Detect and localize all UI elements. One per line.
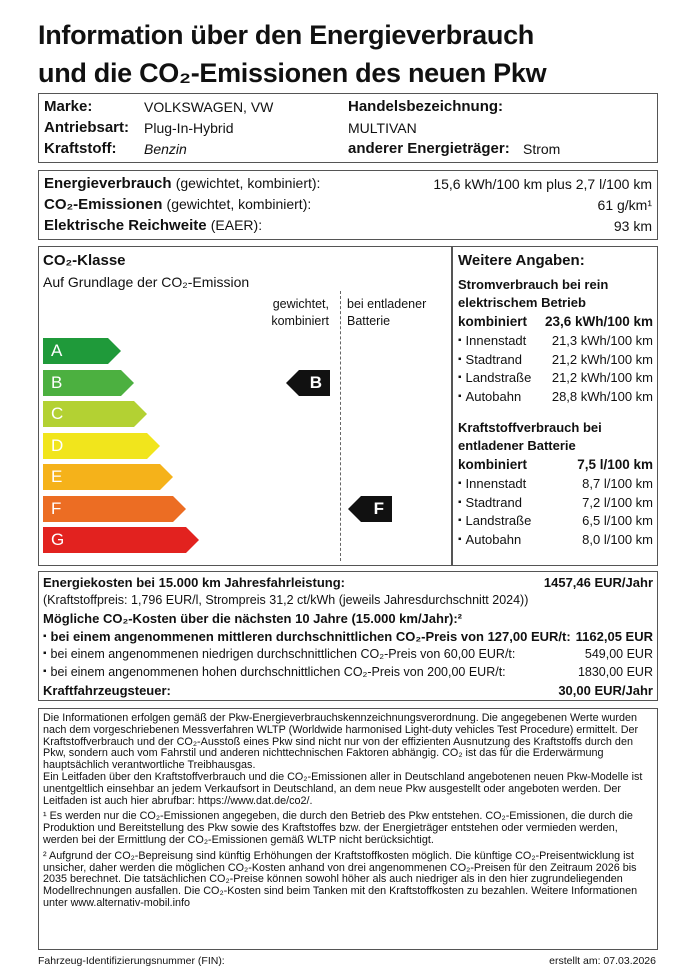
note-p1: Die Informationen erfolgen gemäß der Pkw-Energieverbrauchskennzeichnungsverordnung. Die angegebenen Werte wurden nach dem vorgeschriebenen Messverfahren WLTP (Worldwide harmonised Light-duty vehicles Test Procedure) ermittelt. Der Kraftstoffverbrauch und der CO₂-Ausstoß eines Pkw sind nicht nur von der effizienten Ausnutzung des Kraftstoffs durch den Pkw, sondern auch vom Fahrstil und anderen nichttechnischen Faktoren abhängig. CO₂ ist das für die Erderwärmung hauptsächlich verantwortliche Treibhausgas. [43, 712, 639, 772]
kraft-row-value: 8,7 l/100 km [582, 476, 653, 491]
class-bar-letter: G [51, 530, 65, 549]
marke-value: VOLKSWAGEN, VW [144, 99, 274, 115]
mittel-row [43, 629, 571, 644]
co2-class-box [38, 246, 658, 566]
marke-label: Marke: [44, 98, 93, 115]
mittel-value: 1162,05 EUR [575, 629, 653, 644]
bullet-icon [43, 647, 51, 661]
costs-box [38, 571, 658, 701]
class-bar-g [43, 527, 199, 553]
anderer-label: anderer Energieträger: [348, 140, 510, 157]
kraft-kombiniert-value: 7,5 l/100 km [577, 457, 653, 472]
col-weighted-line2: kombiniert [271, 314, 329, 328]
class-bar-e [43, 464, 173, 490]
kraft-row-label-text: Innenstadt [465, 476, 527, 491]
strom-row-label [458, 370, 531, 385]
class-bar-letter: D [51, 435, 64, 455]
kraft-row-value: 7,2 l/100 km [582, 494, 653, 510]
weitere-heading: Weitere Angaben: [458, 252, 585, 269]
co2kosten-label: Mögliche CO₂-Kosten über die nächsten 10 Jahre (15.000 km/Jahr):² [43, 611, 463, 626]
class-bar-letter: F [51, 498, 62, 518]
anderer-value: Strom [523, 141, 561, 157]
strom-kombiniert-label: kombiniert [458, 314, 528, 329]
discharged-class-marker [348, 496, 392, 522]
kraft-row-label-text: Landstraße [465, 513, 532, 528]
kraft-heading-2: entladener Batterie [458, 438, 576, 453]
co2-label: CO₂-Emissionen [44, 196, 163, 213]
notes-text [43, 713, 653, 910]
bullet-icon [458, 476, 466, 491]
co2-value: 61 g/km¹ [597, 197, 652, 213]
strom-row-value: 21,2 kWh/100 km [551, 351, 653, 367]
hoch-value: 1830,00 EUR [577, 665, 653, 679]
title-line-1: Information über den Energieverbrauch [38, 20, 534, 50]
reichweite-sub: (EAER): [210, 217, 263, 233]
class-bar-c [43, 401, 147, 427]
bullet-icon [458, 532, 466, 547]
weighted-marker-shape [286, 370, 330, 396]
note-p4: ² Aufgrund der CO₂-Bepreisung sind künftig Erhöhungen der Kraftstoffkosten möglich. Die künftige CO₂-Preisentwicklung ist unsicher, daher werden die möglichen CO₂-Kosten anhand von drei angenommenen CO₂-Preisen für den Zeitraum 2026 bis 2035 berechnet. Die tatsächlichen CO₂-Preise können sowohl höher als auch niedriger als in den hier zugrundeliegenden Modellrechnungen ausfallen. Die CO₂-Kosten sind beim Tanken mit den Kraftstoffkosten zu bezahlen. Weitere Informationen unter www.alternativ-mobil.info [43, 849, 638, 909]
kraft-row-label [458, 532, 521, 547]
strom-row-label-text: Innenstadt [465, 333, 527, 348]
steuer-value: 30,00 EUR/Jahr [558, 683, 653, 698]
reichweite-value: 93 km [613, 218, 652, 234]
co2-sub: (gewichtet, kombiniert): [166, 196, 312, 212]
notes-box [38, 708, 658, 950]
niedrig-label: bei einem angenommenen niedrigen durchschnittlichen CO₂-Preis von 60,00 EUR/t: [50, 647, 516, 661]
note-p2: Ein Leitfaden über den Kraftstoffverbrauch und die CO₂-Emissionen aller in Deutschland angebotenen neuen Pkw-Modelle ist unentgeltlich einsehbar an jedem Verkaufsort in Deutschland, an dem neue Pkw ausgestellt oder angeboten werden. Der Leitfaden ist auch hier abrufbar: https://www.dat.de/co2/. [43, 770, 643, 807]
energie-label: Energieverbrauch [44, 175, 172, 192]
kraft-kombiniert-label: kombiniert [458, 457, 528, 472]
strom-heading [458, 276, 608, 312]
strom-row-label [458, 352, 522, 367]
handels-value: MULTIVAN [348, 120, 417, 136]
kraft-row-label-text: Autobahn [465, 531, 522, 547]
kraft-heading-1: Kraftstoffverbrauch bei [458, 420, 602, 435]
col-discharged-header [347, 296, 426, 330]
strom-heading-2: elektrischem Betrieb [458, 295, 586, 310]
dashed-divider [340, 291, 341, 561]
kraft-row-label [458, 476, 526, 491]
bullet-icon [458, 495, 466, 510]
hoch-row [43, 665, 506, 679]
page-title [38, 16, 638, 92]
fin-label: Fahrzeug-Identifizierungsnummer (FIN): [38, 955, 225, 967]
bullet-icon [458, 389, 466, 404]
kraft-row-value: 6,5 l/100 km [582, 513, 653, 528]
strom-row-label-text: Stadtrand [465, 351, 522, 367]
class-bar-letter: A [51, 341, 63, 360]
antrieb-value: Plug-In-Hybrid [144, 120, 234, 136]
bullet-icon [43, 665, 51, 679]
class-bar-b [43, 370, 134, 396]
co2-class-heading: CO₂-Klasse [43, 252, 126, 269]
mittel-label: bei einem angenommenen mittleren durchschnittlichen CO₂-Preis von 127,00 EUR/t: [50, 629, 571, 644]
note-p3: ¹ Es werden nur die CO₂-Emissionen angegeben, die durch den Betrieb des Pkw entstehen. CO₂-Emissionen, die durch die Produktion und Bereitstellung des Pkw sowie des Kraftstoffes bzw. der Energieträger entstehen oder vermieden werden, werden bei der Ermittlung der CO₂-Emissionen gemäß WLTP nicht berücksichtigt. [43, 810, 633, 846]
col-weighted-header [239, 296, 329, 330]
energie-row [44, 175, 320, 192]
niedrig-value: 549,00 EUR [584, 647, 653, 661]
discharged-marker-shape [348, 496, 392, 522]
kraftstoff-label: Kraftstoff: [44, 140, 117, 157]
strom-heading-1: Stromverbrauch bei rein [458, 277, 609, 292]
strom-row-value: 28,8 kWh/100 km [551, 388, 653, 404]
class-bar-letter: C [51, 404, 64, 423]
antrieb-label: Antriebsart: [44, 119, 130, 136]
strom-row-label [458, 389, 521, 404]
strom-row-label-text: Autobahn [465, 388, 522, 404]
energiekosten-label: Energiekosten bei 15.000 km Jahresfahrleistung: [43, 575, 346, 590]
class-bar-d [43, 433, 160, 459]
kraft-row-label-text: Stadtrand [465, 494, 522, 510]
kraft-row-value: 8,0 l/100 km [582, 531, 653, 547]
bullet-icon [458, 333, 466, 348]
kraft-row-label [458, 495, 522, 510]
col-weighted-line1: gewichtet, [272, 297, 329, 311]
discharged-class-letter: F [373, 498, 384, 518]
reichweite-label: Elektrische Reichweite [44, 217, 207, 234]
consumption-box [38, 170, 658, 240]
co2-class-subheading: Auf Grundlage der CO₂-Emission [43, 274, 250, 290]
kraft-row-label [458, 513, 531, 528]
hoch-label: bei einem angenommenen hohen durchschnittlichen CO₂-Preis von 200,00 EUR/t: [50, 665, 506, 679]
strom-row-value: 21,3 kWh/100 km [551, 333, 653, 348]
energiekosten-value: 1457,46 EUR/Jahr [543, 575, 653, 590]
co2-row [44, 196, 311, 213]
bullet-icon [458, 352, 466, 367]
kraft-heading [458, 419, 602, 455]
col-discharged-line1: bei entladener [347, 297, 427, 311]
kraftstoff-value: Benzin [144, 141, 187, 157]
bullet-icon [458, 513, 466, 528]
class-bar-f [43, 496, 186, 522]
preise-note: (Kraftstoffpreis: 1,796 EUR/l, Strompreis 31,2 ct/kWh (jeweils Jahresdurchschnitt 2024)) [43, 593, 529, 607]
energie-sub: (gewichtet, kombiniert): [175, 175, 321, 191]
class-bar-letter: E [51, 467, 63, 486]
strom-row-label [458, 333, 526, 348]
erstellt-date: erstellt am: 07.03.2026 [549, 955, 656, 967]
energie-value: 15,6 kWh/100 km plus 2,7 l/100 km [433, 176, 652, 192]
title-line-2: und die CO₂-Emissionen des neuen Pkw [38, 58, 547, 88]
weighted-class-letter: B [309, 372, 322, 392]
steuer-label: Kraftfahrzeugsteuer: [43, 683, 171, 698]
strom-row-label-text: Landstraße [465, 370, 532, 385]
weighted-class-marker [286, 370, 330, 396]
reichweite-row [44, 217, 262, 234]
bullet-icon [458, 370, 466, 385]
class-bar-a [43, 338, 121, 364]
col-discharged-line2: Batterie [347, 314, 391, 328]
vehicle-info-box [38, 93, 658, 163]
strom-kombiniert-value: 23,6 kWh/100 km [544, 314, 653, 329]
class-bar-letter: B [51, 372, 63, 392]
strom-row-value: 21,2 kWh/100 km [551, 370, 653, 385]
niedrig-row [43, 647, 515, 661]
handels-label: Handelsbezeichnung: [348, 98, 504, 115]
bullet-icon [43, 629, 51, 644]
vertical-divider [451, 247, 453, 565]
